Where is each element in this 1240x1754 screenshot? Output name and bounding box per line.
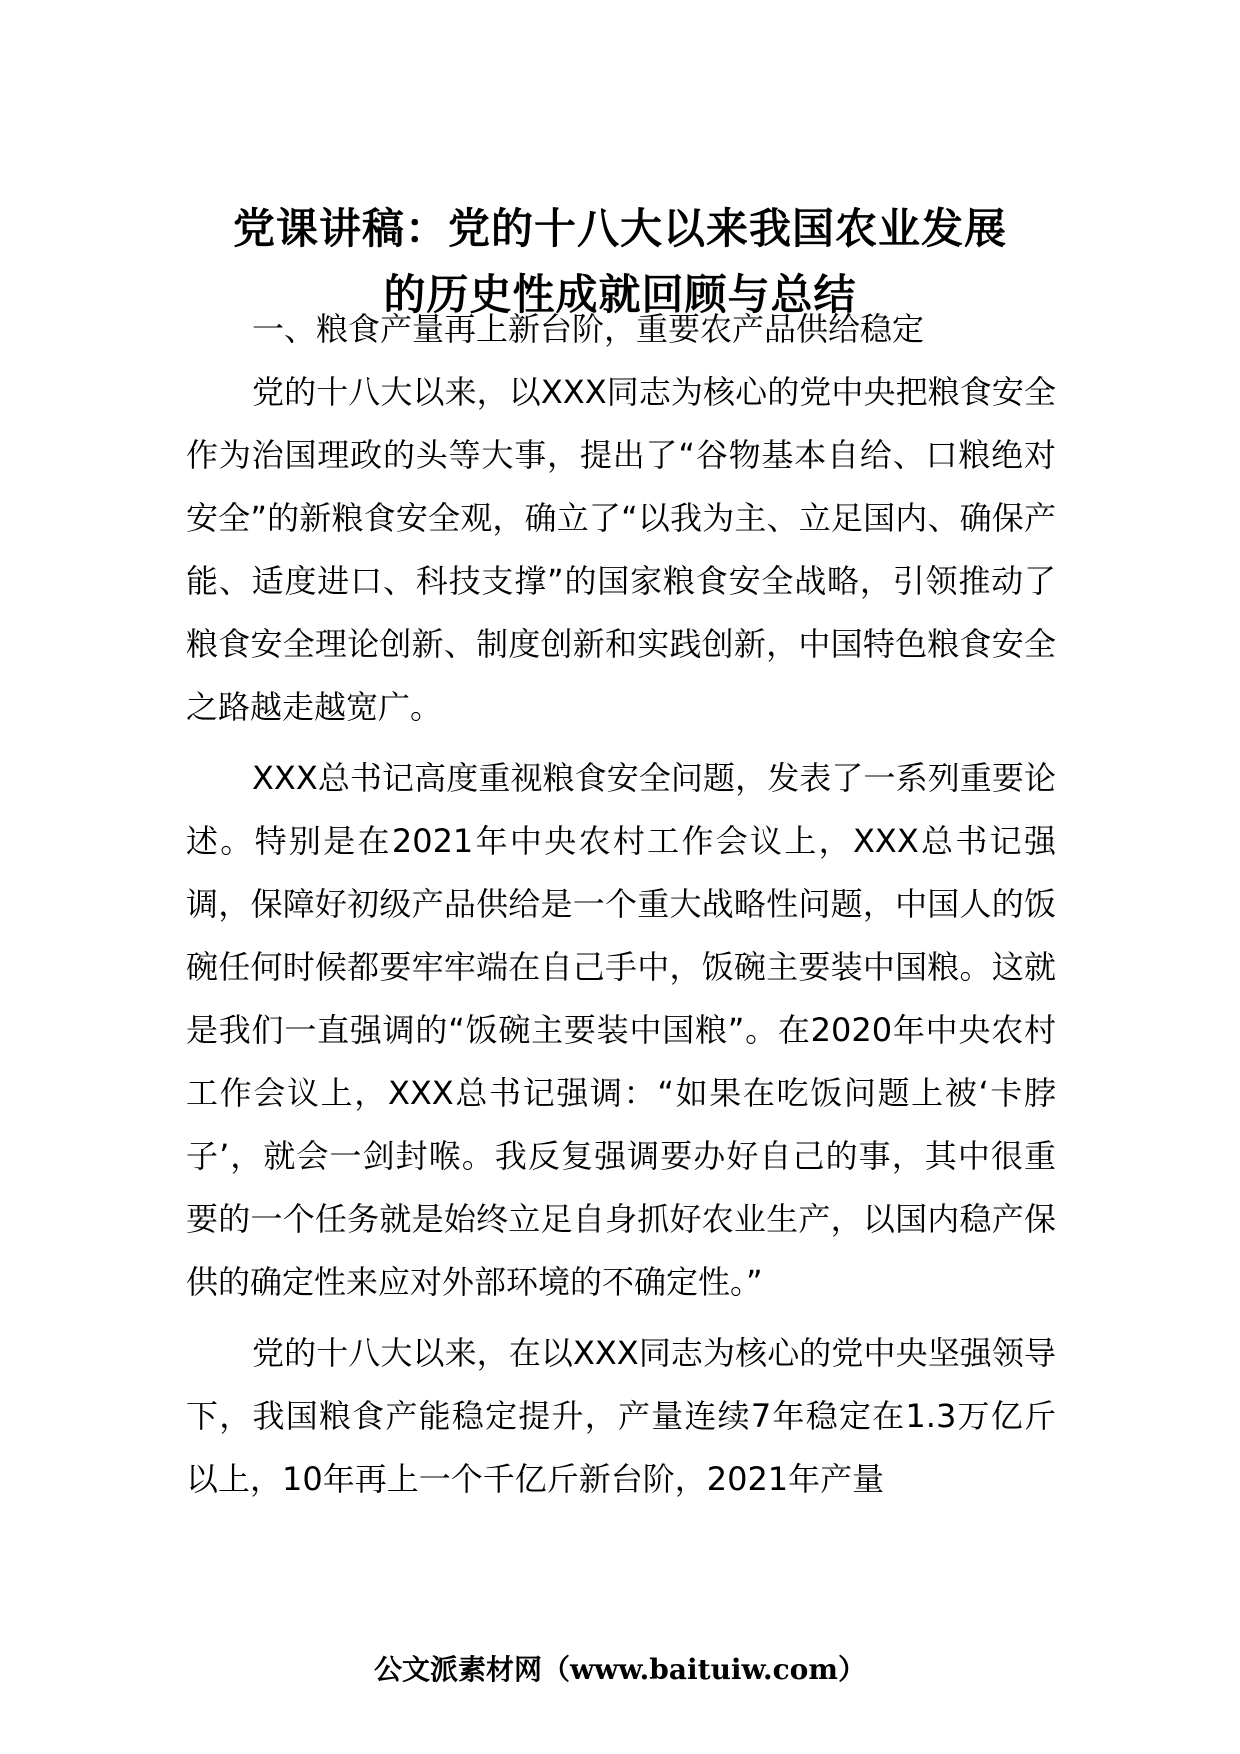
title-line-2: 的历史性成就回顾与总结 [383, 270, 857, 320]
paragraph-1: 党的十八大以来，以XXX同志为核心的党中央把粮食安全作为治国理政的头等大事，提出了“谷物基本自给、口粮绝对安全”的新粮食安全观，确立了“以我为主、立足国内、确保产能、适度进口、科技支撑”的国家粮食安全战略，引领推动了粮食安全理论创新、制度创新和实践创新，中国特色粮食安全之路越走越宽广。 [186, 373, 1056, 726]
section-heading: 一、粮食产量再上新台阶，重要农产品供给稳定 [252, 310, 925, 348]
footer-watermark: 公文派素材网（www.baituiw.com） [374, 1653, 866, 1686]
title-line-1: 党课讲稿：党的十八大以来我国农业发展 [232, 204, 1007, 254]
paragraph-3: 党的十八大以来，在以XXX同志为核心的党中央坚强领导下，我国粮食产能稳定提升，产量连续7年稳定在1.3万亿斤以上，10年再上一个千亿斤新台阶，2021年产量 [186, 1334, 1056, 1498]
document-body [186, 298, 1056, 1511]
paragraph-2: XXX总书记高度重视粮食安全问题，发表了一系列重要论述。特别是在2021年中央农村工作会议上，XXX总书记强调，保障好初级产品供给是一个重大战略性问题，中国人的饭碗任何时候都要牢牢端在自己手中，饭碗主要装中国粮。这就是我们一直强调的“饭碗主要装中国粮”。在2020年中央农村工作会议上，XXX总书记强调：“如果在吃饭问题上被‘卡脖子’，就会一剑封喉。我反复强调要办好自己的事，其中很重要的一个任务就是始终立足自身抓好农业生产，以国内稳产保供的确定性来应对外部环境的不确定性。” [186, 759, 1056, 1301]
